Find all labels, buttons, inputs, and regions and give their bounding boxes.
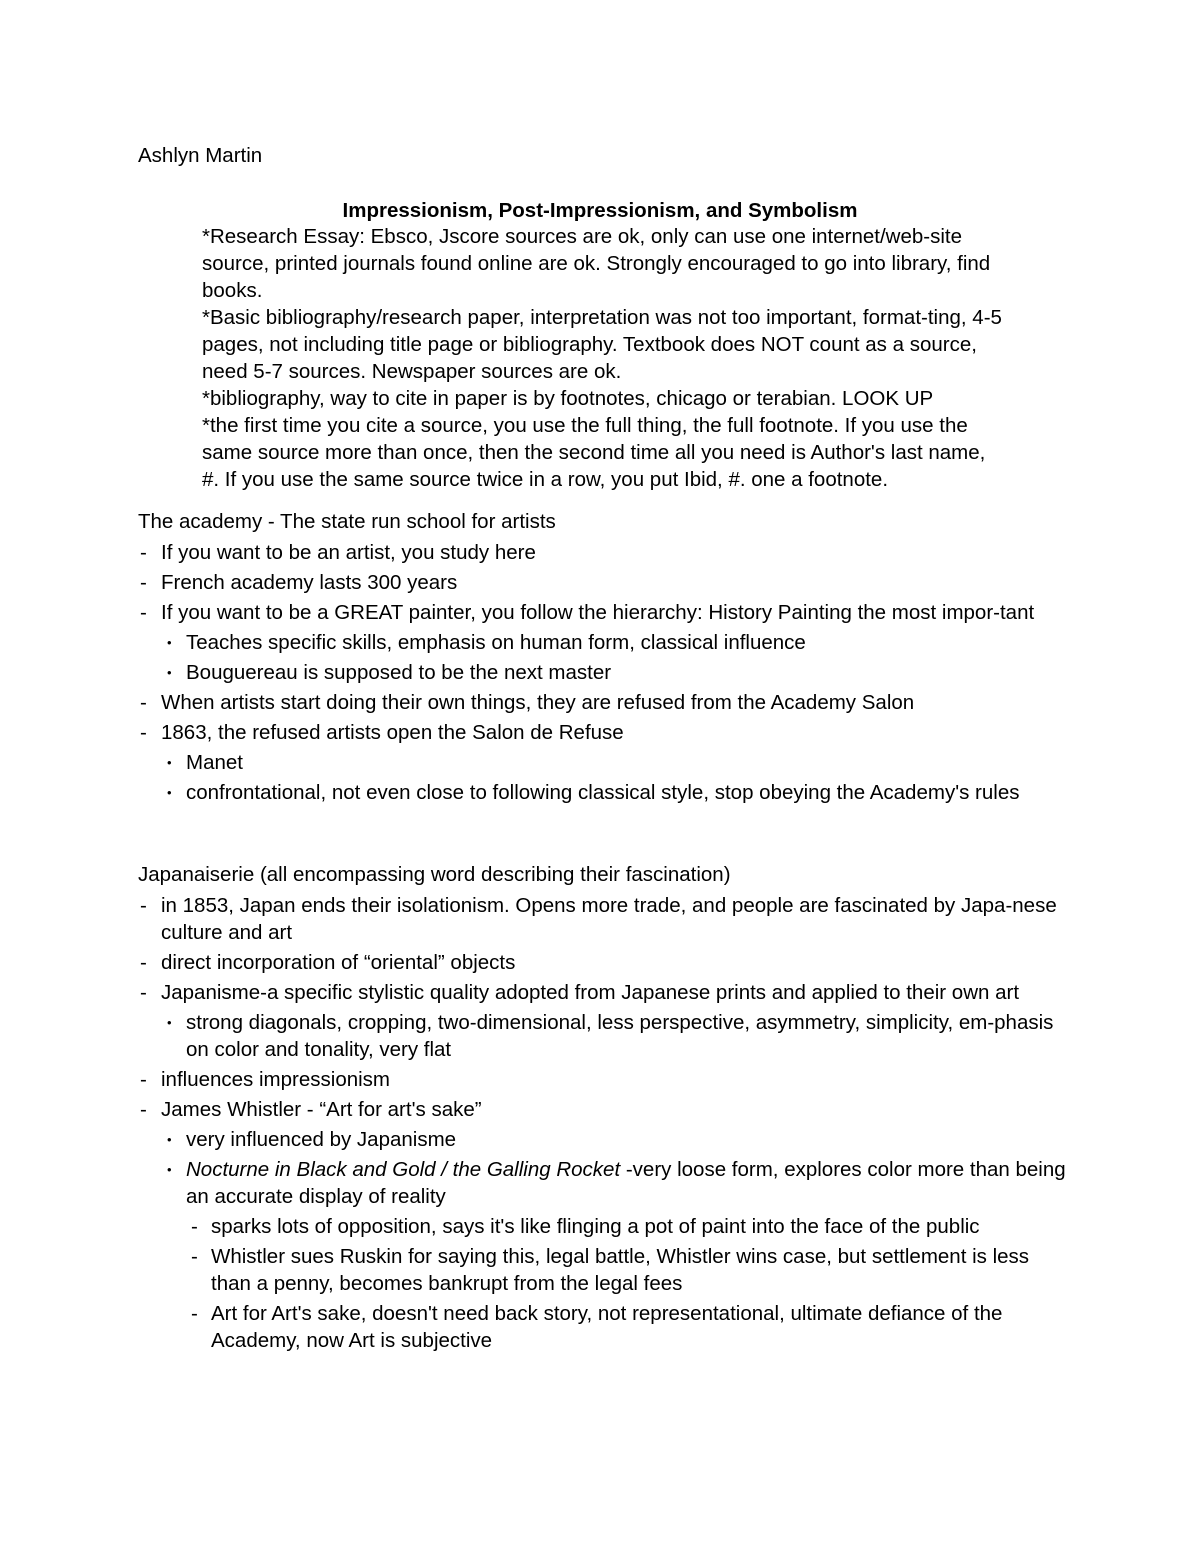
note-citation-style: *bibliography, way to cite in paper is by footnotes, chicago or terabian. LOOK UP bbox=[202, 387, 934, 410]
list-item: • Bouguereau is supposed to be the next master bbox=[167, 661, 612, 684]
dash-bullet: - bbox=[140, 1098, 147, 1121]
note-footnote-rules: *the first time you cite a source, you use the full thing, the full footnote. If you use the same source more than once, then the second time all you need is Author's last name, #. If you use the same source twice in a row, you put Ibid, #. one a footnote. bbox=[202, 414, 986, 491]
dash-bullet: - bbox=[140, 721, 147, 744]
dash-bullet: - bbox=[140, 691, 147, 714]
list-item: - James Whistler - “Art for art's sake” • very influenced by Japanisme • Nocturne in Black and Gold / the Galling Rocket -very loose form, explores color more than being an accurate display of reality - sparks lots of opposition, says it's like flinging a pot of paint into the face of the public - Whistler sues Ruskin for saying this, legal battle, Whistler wins case, but settlement is less than a penny, becomes bankrupt from the legal fees - Art for Art's sake, doesn't need back story, not representational, ultimate defiance of the Academy, now Art is subjective bbox=[138, 1096, 1068, 1354]
academy-list bbox=[138, 539, 1068, 806]
dash-bullet: - bbox=[140, 571, 147, 594]
dot-bullet: • bbox=[167, 665, 172, 680]
dot-bullet: • bbox=[167, 755, 172, 770]
document-title: Impressionism, Post-Impressionism, and Symbolism bbox=[342, 199, 858, 222]
whistler-sublist bbox=[161, 1126, 1068, 1354]
section-heading-academy: The academy - The state run school for artists bbox=[138, 510, 556, 533]
dash-bullet: - bbox=[140, 894, 147, 917]
list-item: - Whistler sues Ruskin for saying this, legal battle, Whistler wins case, but settlement is less than a penny, becomes bankrupt from the legal fees bbox=[191, 1245, 1030, 1295]
list-item: - in 1853, Japan ends their isolationism. Opens more trade, and people are fascinated by Japa-nese culture and art bbox=[140, 894, 1057, 944]
dash-bullet: - bbox=[140, 951, 147, 974]
dot-bullet: • bbox=[167, 1015, 172, 1030]
list-item: - influences impressionism bbox=[140, 1068, 391, 1091]
dot-bullet: • bbox=[167, 1132, 172, 1147]
list-item: • Manet bbox=[167, 751, 243, 774]
section-heading-japanaiserie: Japanaiserie (all encompassing word describing their fascination) bbox=[138, 863, 731, 886]
assignment-notes bbox=[202, 223, 1002, 493]
dash-bullet: - bbox=[191, 1215, 198, 1238]
list-item: - If you want to be an artist, you study here bbox=[140, 541, 536, 564]
dash-bullet: - bbox=[140, 981, 147, 1004]
nocturne-sublist bbox=[186, 1213, 1068, 1354]
dash-bullet: - bbox=[191, 1245, 198, 1268]
note-research-essay: *Research Essay: Ebsco, Jscore sources are ok, only can use one internet/web-site source, printed journals found online are ok. Strongly encouraged to go into library, find books. bbox=[202, 225, 991, 302]
dash-bullet: - bbox=[140, 541, 147, 564]
list-item: - sparks lots of opposition, says it's like flinging a pot of paint into the face of the public bbox=[191, 1215, 980, 1238]
dash-bullet: - bbox=[191, 1302, 198, 1325]
list-item: - French academy lasts 300 years bbox=[140, 571, 458, 594]
note-bibliography-format: *Basic bibliography/research paper, interpretation was not too important, format-ting, 4-5 pages, not including title page or bibliography. Textbook does NOT count as a source, need 5-7 sources. Newspaper sources are ok. bbox=[202, 306, 1002, 383]
salon-sublist bbox=[161, 749, 1068, 806]
list-item: - Art for Art's sake, doesn't need back story, not representational, ultimate defiance of the Academy, now Art is subjective bbox=[191, 1302, 1003, 1352]
artwork-title: Nocturne in Black and Gold / the Galling Rocket bbox=[186, 1158, 621, 1181]
artwork-description: -very loose form, explores color more than being an accurate display of reality bbox=[186, 1158, 1066, 1208]
dot-bullet: • bbox=[167, 635, 172, 650]
list-item: • Teaches specific skills, emphasis on human form, classical influence bbox=[167, 631, 806, 654]
japanaiserie-list bbox=[138, 892, 1068, 1354]
list-item: • strong diagonals, cropping, two-dimensional, less perspective, asymmetry, simplicity, em-phasis on color and tonality, very flat bbox=[167, 1011, 1054, 1061]
list-item: - direct incorporation of “oriental” objects bbox=[140, 951, 516, 974]
list-item: - If you want to be a GREAT painter, you follow the hierarchy: History Painting the most impor-tant • Teaches specific skills, emphasis on human form, classical influence • Bouguereau is supposed to be the next master bbox=[138, 599, 1068, 686]
list-item: - When artists start doing their own things, they are refused from the Academy Salon bbox=[140, 691, 915, 714]
list-item: • confrontational, not even close to following classical style, stop obeying the Academy's rules bbox=[167, 781, 1020, 804]
dash-bullet: - bbox=[140, 1068, 147, 1091]
hierarchy-sublist bbox=[161, 629, 1068, 686]
list-item: • very influenced by Japanisme bbox=[167, 1128, 457, 1151]
list-item: - Japanisme-a specific stylistic quality adopted from Japanese prints and applied to their own art • strong diagonals, cropping, two-dimensional, less perspective, asymmetry, simplicity, em-phasis on color and tonality, very flat bbox=[138, 979, 1068, 1063]
author-name: Ashlyn Martin bbox=[138, 144, 263, 167]
section-japanaiserie bbox=[138, 861, 1068, 1357]
dash-bullet: - bbox=[140, 601, 147, 624]
dot-bullet: • bbox=[167, 785, 172, 800]
section-academy bbox=[138, 508, 1068, 809]
list-item: - 1863, the refused artists open the Salon de Refuse • Manet • confrontational, not even close to following classical style, stop obeying the Academy's rules bbox=[138, 719, 1068, 806]
japanisme-sublist bbox=[161, 1009, 1068, 1063]
dot-bullet: • bbox=[167, 1162, 172, 1177]
list-item bbox=[161, 1156, 1068, 1354]
